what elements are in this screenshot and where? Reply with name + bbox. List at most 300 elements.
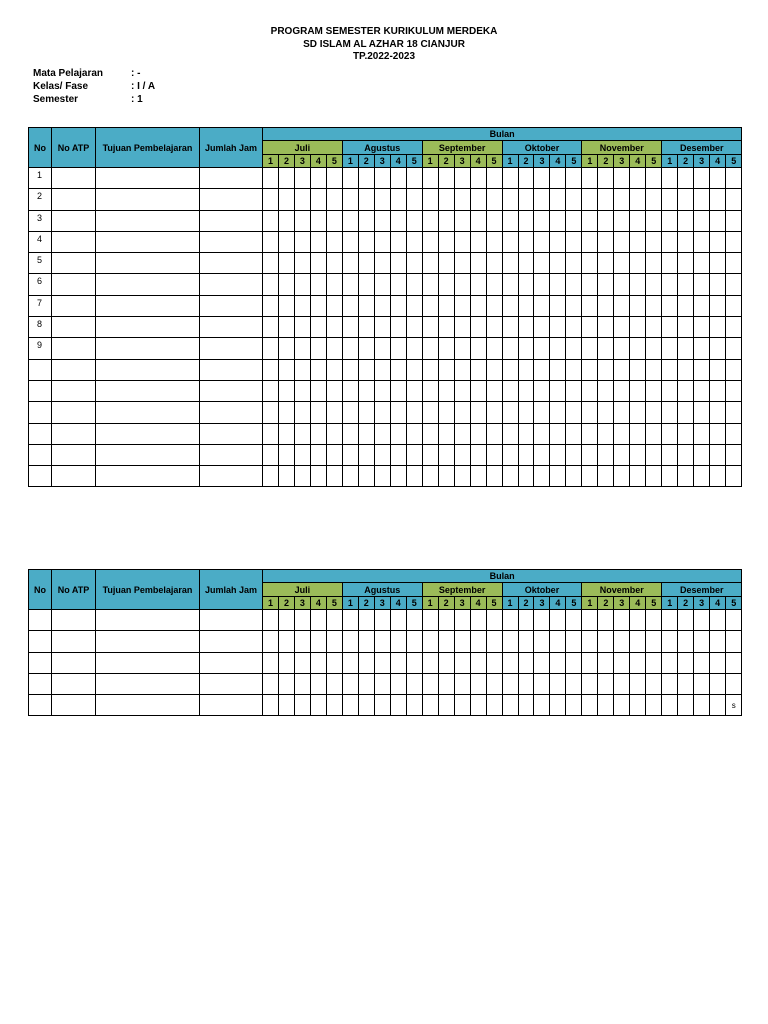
week-cell[interactable]: [278, 402, 294, 423]
week-cell[interactable]: [278, 610, 294, 631]
week-cell[interactable]: [390, 631, 406, 652]
week-cell[interactable]: [534, 253, 550, 274]
week-cell[interactable]: [342, 274, 358, 295]
week-cell[interactable]: [470, 274, 486, 295]
week-cell[interactable]: [678, 168, 694, 189]
week-cell[interactable]: [726, 295, 742, 316]
jumlah-jam-cell[interactable]: [200, 631, 263, 652]
week-cell[interactable]: [502, 423, 518, 444]
week-cell[interactable]: [614, 274, 630, 295]
week-cell[interactable]: [326, 652, 342, 673]
week-cell[interactable]: [582, 253, 598, 274]
week-cell[interactable]: [566, 295, 582, 316]
week-cell[interactable]: [566, 231, 582, 252]
week-cell[interactable]: [694, 231, 710, 252]
week-cell[interactable]: [326, 274, 342, 295]
week-cell[interactable]: [278, 274, 294, 295]
no-atp-cell[interactable]: [52, 673, 96, 694]
week-cell[interactable]: [454, 168, 470, 189]
week-cell[interactable]: [678, 610, 694, 631]
week-cell[interactable]: [454, 317, 470, 338]
week-cell[interactable]: [694, 274, 710, 295]
week-cell[interactable]: [390, 610, 406, 631]
week-cell[interactable]: [678, 444, 694, 465]
week-cell[interactable]: [390, 338, 406, 359]
week-cell[interactable]: [582, 274, 598, 295]
week-cell[interactable]: [710, 673, 726, 694]
week-cell[interactable]: [278, 423, 294, 444]
week-cell[interactable]: [406, 631, 422, 652]
week-cell[interactable]: [630, 210, 646, 231]
week-cell[interactable]: [678, 253, 694, 274]
week-cell[interactable]: [710, 380, 726, 401]
no-atp-cell[interactable]: [52, 317, 96, 338]
week-cell[interactable]: [518, 695, 534, 716]
week-cell[interactable]: [726, 631, 742, 652]
week-cell[interactable]: [390, 466, 406, 487]
week-cell[interactable]: [438, 210, 454, 231]
week-cell[interactable]: [518, 402, 534, 423]
week-cell[interactable]: [454, 189, 470, 210]
week-cell[interactable]: [566, 466, 582, 487]
week-cell[interactable]: [310, 695, 326, 716]
week-cell[interactable]: [342, 673, 358, 694]
week-cell[interactable]: [598, 466, 614, 487]
no-atp-cell[interactable]: [52, 295, 96, 316]
week-cell[interactable]: [534, 466, 550, 487]
week-cell[interactable]: [678, 338, 694, 359]
week-cell[interactable]: [662, 423, 678, 444]
week-cell[interactable]: [710, 210, 726, 231]
week-cell[interactable]: [310, 610, 326, 631]
week-cell[interactable]: [358, 380, 374, 401]
week-cell[interactable]: [550, 402, 566, 423]
week-cell[interactable]: [454, 210, 470, 231]
week-cell[interactable]: [534, 695, 550, 716]
week-cell[interactable]: [454, 338, 470, 359]
week-cell[interactable]: [582, 631, 598, 652]
week-cell[interactable]: [726, 466, 742, 487]
week-cell[interactable]: [342, 652, 358, 673]
week-cell[interactable]: [470, 610, 486, 631]
jumlah-jam-cell[interactable]: [200, 466, 263, 487]
week-cell[interactable]: [582, 610, 598, 631]
week-cell[interactable]: [550, 210, 566, 231]
week-cell[interactable]: [422, 380, 438, 401]
week-cell[interactable]: [390, 317, 406, 338]
week-cell[interactable]: [550, 466, 566, 487]
week-cell[interactable]: [374, 610, 390, 631]
week-cell[interactable]: [326, 631, 342, 652]
week-cell[interactable]: [598, 317, 614, 338]
week-cell[interactable]: [614, 338, 630, 359]
week-cell[interactable]: [406, 466, 422, 487]
week-cell[interactable]: [470, 652, 486, 673]
week-cell[interactable]: [278, 189, 294, 210]
week-cell[interactable]: [263, 295, 279, 316]
week-cell[interactable]: [598, 402, 614, 423]
week-cell[interactable]: [518, 274, 534, 295]
week-cell[interactable]: [678, 402, 694, 423]
week-cell[interactable]: [662, 338, 678, 359]
week-cell[interactable]: [486, 695, 502, 716]
week-cell[interactable]: [438, 695, 454, 716]
week-cell[interactable]: [502, 231, 518, 252]
week-cell[interactable]: [502, 168, 518, 189]
tujuan-cell[interactable]: [96, 274, 200, 295]
week-cell[interactable]: [710, 444, 726, 465]
no-atp-cell[interactable]: [52, 380, 96, 401]
week-cell[interactable]: [374, 189, 390, 210]
week-cell[interactable]: [486, 610, 502, 631]
tujuan-cell[interactable]: [96, 466, 200, 487]
week-cell[interactable]: [390, 210, 406, 231]
week-cell[interactable]: [358, 317, 374, 338]
week-cell[interactable]: [358, 423, 374, 444]
week-cell[interactable]: [326, 168, 342, 189]
week-cell[interactable]: [390, 673, 406, 694]
week-cell[interactable]: [534, 274, 550, 295]
week-cell[interactable]: [422, 423, 438, 444]
tujuan-cell[interactable]: [96, 423, 200, 444]
week-cell[interactable]: [294, 274, 310, 295]
week-cell[interactable]: [406, 402, 422, 423]
week-cell[interactable]: [726, 673, 742, 694]
week-cell[interactable]: [326, 295, 342, 316]
tujuan-cell[interactable]: [96, 231, 200, 252]
week-cell[interactable]: [310, 380, 326, 401]
week-cell[interactable]: [694, 359, 710, 380]
week-cell[interactable]: [438, 444, 454, 465]
week-cell[interactable]: [646, 338, 662, 359]
jumlah-jam-cell[interactable]: [200, 673, 263, 694]
week-cell[interactable]: [614, 210, 630, 231]
week-cell[interactable]: [486, 253, 502, 274]
week-cell[interactable]: [566, 423, 582, 444]
week-cell[interactable]: [646, 444, 662, 465]
week-cell[interactable]: [502, 359, 518, 380]
week-cell[interactable]: [422, 274, 438, 295]
week-cell[interactable]: [694, 466, 710, 487]
week-cell[interactable]: [263, 423, 279, 444]
week-cell[interactable]: [454, 695, 470, 716]
week-cell[interactable]: [406, 338, 422, 359]
week-cell[interactable]: [390, 295, 406, 316]
jumlah-jam-cell[interactable]: [200, 338, 263, 359]
week-cell[interactable]: [374, 652, 390, 673]
week-cell[interactable]: [726, 189, 742, 210]
week-cell[interactable]: [486, 231, 502, 252]
week-cell[interactable]: [310, 631, 326, 652]
week-cell[interactable]: [342, 631, 358, 652]
week-cell[interactable]: [550, 631, 566, 652]
week-cell[interactable]: [438, 402, 454, 423]
week-cell[interactable]: [582, 444, 598, 465]
week-cell[interactable]: [646, 231, 662, 252]
week-cell[interactable]: [342, 168, 358, 189]
week-cell[interactable]: [310, 295, 326, 316]
week-cell[interactable]: [534, 402, 550, 423]
week-cell[interactable]: [438, 359, 454, 380]
week-cell[interactable]: [454, 253, 470, 274]
week-cell[interactable]: [438, 189, 454, 210]
week-cell[interactable]: [486, 295, 502, 316]
tujuan-cell[interactable]: [96, 189, 200, 210]
week-cell[interactable]: [534, 380, 550, 401]
week-cell[interactable]: [294, 652, 310, 673]
week-cell[interactable]: [406, 231, 422, 252]
week-cell[interactable]: [294, 317, 310, 338]
no-atp-cell[interactable]: [52, 274, 96, 295]
week-cell[interactable]: [630, 466, 646, 487]
week-cell[interactable]: [342, 359, 358, 380]
no-atp-cell[interactable]: [52, 631, 96, 652]
week-cell[interactable]: [422, 210, 438, 231]
tujuan-cell[interactable]: [96, 673, 200, 694]
week-cell[interactable]: [406, 189, 422, 210]
week-cell[interactable]: [582, 231, 598, 252]
week-cell[interactable]: [694, 673, 710, 694]
week-cell[interactable]: [630, 444, 646, 465]
week-cell[interactable]: [342, 210, 358, 231]
week-cell[interactable]: [710, 253, 726, 274]
week-cell[interactable]: [263, 610, 279, 631]
week-cell[interactable]: [374, 444, 390, 465]
week-cell[interactable]: [326, 423, 342, 444]
week-cell[interactable]: [710, 317, 726, 338]
week-cell[interactable]: [326, 673, 342, 694]
week-cell[interactable]: [534, 631, 550, 652]
week-cell[interactable]: [582, 338, 598, 359]
week-cell[interactable]: [518, 189, 534, 210]
week-cell[interactable]: [550, 274, 566, 295]
no-atp-cell[interactable]: [52, 168, 96, 189]
week-cell[interactable]: [358, 466, 374, 487]
week-cell[interactable]: [454, 274, 470, 295]
week-cell[interactable]: [263, 317, 279, 338]
week-cell[interactable]: [630, 274, 646, 295]
week-cell[interactable]: [598, 631, 614, 652]
week-cell[interactable]: [326, 210, 342, 231]
week-cell[interactable]: [678, 673, 694, 694]
week-cell[interactable]: [374, 631, 390, 652]
week-cell[interactable]: [374, 673, 390, 694]
week-cell[interactable]: [278, 295, 294, 316]
week-cell[interactable]: [278, 359, 294, 380]
week-cell[interactable]: [422, 359, 438, 380]
week-cell[interactable]: [263, 168, 279, 189]
week-cell[interactable]: [678, 210, 694, 231]
week-cell[interactable]: [406, 695, 422, 716]
week-cell[interactable]: [550, 695, 566, 716]
week-cell[interactable]: [470, 359, 486, 380]
week-cell[interactable]: [646, 253, 662, 274]
week-cell[interactable]: [662, 631, 678, 652]
week-cell[interactable]: [326, 338, 342, 359]
week-cell[interactable]: [406, 673, 422, 694]
week-cell[interactable]: [598, 231, 614, 252]
week-cell[interactable]: [278, 210, 294, 231]
week-cell[interactable]: [326, 253, 342, 274]
week-cell[interactable]: [263, 466, 279, 487]
tujuan-cell[interactable]: [96, 380, 200, 401]
week-cell[interactable]: [358, 168, 374, 189]
week-cell[interactable]: [294, 466, 310, 487]
week-cell[interactable]: [550, 338, 566, 359]
week-cell[interactable]: [582, 423, 598, 444]
week-cell[interactable]: [534, 338, 550, 359]
week-cell[interactable]: [470, 673, 486, 694]
week-cell[interactable]: [710, 466, 726, 487]
week-cell[interactable]: [662, 189, 678, 210]
week-cell[interactable]: [438, 466, 454, 487]
week-cell[interactable]: [438, 610, 454, 631]
week-cell[interactable]: [438, 231, 454, 252]
week-cell[interactable]: [422, 295, 438, 316]
week-cell[interactable]: [726, 274, 742, 295]
week-cell[interactable]: [614, 189, 630, 210]
week-cell[interactable]: [710, 359, 726, 380]
week-cell[interactable]: [294, 189, 310, 210]
jumlah-jam-cell[interactable]: [200, 253, 263, 274]
week-cell[interactable]: [358, 189, 374, 210]
jumlah-jam-cell[interactable]: [200, 402, 263, 423]
week-cell[interactable]: [518, 338, 534, 359]
week-cell[interactable]: [390, 444, 406, 465]
week-cell[interactable]: [534, 210, 550, 231]
week-cell[interactable]: [342, 231, 358, 252]
week-cell[interactable]: [454, 631, 470, 652]
week-cell[interactable]: [470, 317, 486, 338]
week-cell[interactable]: [486, 168, 502, 189]
week-cell[interactable]: [598, 423, 614, 444]
week-cell[interactable]: [726, 231, 742, 252]
week-cell[interactable]: [614, 168, 630, 189]
week-cell[interactable]: [646, 466, 662, 487]
week-cell[interactable]: [694, 295, 710, 316]
week-cell[interactable]: [470, 631, 486, 652]
week-cell[interactable]: [438, 295, 454, 316]
week-cell[interactable]: [406, 380, 422, 401]
week-cell[interactable]: [710, 402, 726, 423]
tujuan-cell[interactable]: [96, 210, 200, 231]
week-cell[interactable]: [358, 610, 374, 631]
week-cell[interactable]: [263, 673, 279, 694]
week-cell[interactable]: [374, 295, 390, 316]
week-cell-note[interactable]: s: [726, 695, 742, 716]
week-cell[interactable]: [486, 210, 502, 231]
week-cell[interactable]: [598, 359, 614, 380]
week-cell[interactable]: [294, 695, 310, 716]
week-cell[interactable]: [454, 380, 470, 401]
week-cell[interactable]: [470, 695, 486, 716]
week-cell[interactable]: [534, 444, 550, 465]
week-cell[interactable]: [438, 253, 454, 274]
week-cell[interactable]: [566, 695, 582, 716]
week-cell[interactable]: [454, 295, 470, 316]
week-cell[interactable]: [694, 210, 710, 231]
week-cell[interactable]: [662, 168, 678, 189]
week-cell[interactable]: [614, 695, 630, 716]
week-cell[interactable]: [454, 610, 470, 631]
week-cell[interactable]: [502, 652, 518, 673]
week-cell[interactable]: [422, 673, 438, 694]
week-cell[interactable]: [374, 253, 390, 274]
week-cell[interactable]: [422, 253, 438, 274]
week-cell[interactable]: [263, 652, 279, 673]
week-cell[interactable]: [646, 402, 662, 423]
week-cell[interactable]: [422, 695, 438, 716]
week-cell[interactable]: [358, 444, 374, 465]
week-cell[interactable]: [694, 402, 710, 423]
no-atp-cell[interactable]: [52, 359, 96, 380]
week-cell[interactable]: [614, 359, 630, 380]
no-atp-cell[interactable]: [52, 610, 96, 631]
week-cell[interactable]: [310, 673, 326, 694]
week-cell[interactable]: [454, 652, 470, 673]
week-cell[interactable]: [662, 231, 678, 252]
no-atp-cell[interactable]: [52, 338, 96, 359]
week-cell[interactable]: [534, 317, 550, 338]
week-cell[interactable]: [726, 423, 742, 444]
week-cell[interactable]: [726, 380, 742, 401]
week-cell[interactable]: [646, 652, 662, 673]
week-cell[interactable]: [294, 402, 310, 423]
week-cell[interactable]: [278, 168, 294, 189]
week-cell[interactable]: [662, 274, 678, 295]
no-atp-cell[interactable]: [52, 231, 96, 252]
week-cell[interactable]: [310, 423, 326, 444]
week-cell[interactable]: [502, 338, 518, 359]
tujuan-cell[interactable]: [96, 338, 200, 359]
week-cell[interactable]: [342, 317, 358, 338]
week-cell[interactable]: [678, 380, 694, 401]
week-cell[interactable]: [358, 295, 374, 316]
week-cell[interactable]: [614, 652, 630, 673]
week-cell[interactable]: [550, 168, 566, 189]
week-cell[interactable]: [502, 253, 518, 274]
week-cell[interactable]: [582, 402, 598, 423]
week-cell[interactable]: [406, 652, 422, 673]
week-cell[interactable]: [374, 359, 390, 380]
week-cell[interactable]: [470, 189, 486, 210]
week-cell[interactable]: [630, 189, 646, 210]
jumlah-jam-cell[interactable]: [200, 380, 263, 401]
week-cell[interactable]: [710, 274, 726, 295]
week-cell[interactable]: [534, 652, 550, 673]
week-cell[interactable]: [358, 673, 374, 694]
week-cell[interactable]: [422, 168, 438, 189]
jumlah-jam-cell[interactable]: [200, 444, 263, 465]
week-cell[interactable]: [502, 444, 518, 465]
week-cell[interactable]: [470, 253, 486, 274]
week-cell[interactable]: [662, 210, 678, 231]
week-cell[interactable]: [278, 652, 294, 673]
week-cell[interactable]: [518, 673, 534, 694]
week-cell[interactable]: [486, 423, 502, 444]
week-cell[interactable]: [534, 189, 550, 210]
week-cell[interactable]: [550, 673, 566, 694]
week-cell[interactable]: [502, 673, 518, 694]
week-cell[interactable]: [678, 295, 694, 316]
week-cell[interactable]: [310, 444, 326, 465]
week-cell[interactable]: [470, 444, 486, 465]
week-cell[interactable]: [566, 317, 582, 338]
week-cell[interactable]: [263, 695, 279, 716]
week-cell[interactable]: [326, 466, 342, 487]
week-cell[interactable]: [310, 359, 326, 380]
week-cell[interactable]: [278, 231, 294, 252]
